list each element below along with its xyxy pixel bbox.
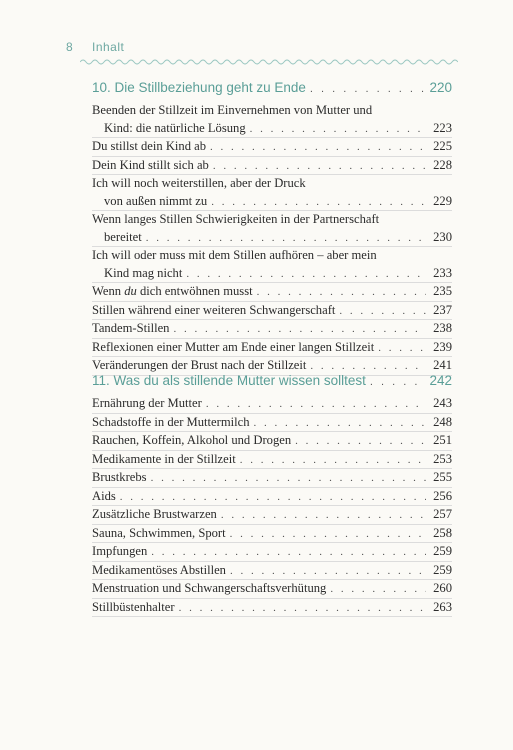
toc-entry[interactable]: Aids . . . 256 [92, 488, 452, 507]
chapter-heading[interactable] [92, 80, 452, 102]
toc-chapter-10 [92, 80, 452, 376]
toc-entry[interactable]: Dein Kind stillt sich ab . . . 228 [92, 157, 452, 176]
entry-page: 255 [433, 470, 452, 484]
toc-entry[interactable]: Schadstoffe in der Muttermilch . . . 248 [92, 414, 452, 433]
entry-page: 248 [433, 414, 452, 429]
entry-page: 235 [433, 284, 452, 298]
entry-page: 253 [433, 451, 452, 466]
page-number: 8 [66, 40, 74, 54]
entry-page: 259 [433, 562, 452, 577]
section-title: Inhalt [92, 40, 125, 54]
toc-entry[interactable]: Du stillst dein Kind ab . . . 225 [92, 138, 452, 157]
entry-page: 257 [433, 507, 452, 521]
toc-entry[interactable]: Wenn du dich entwöhnen musst . . . 235 [92, 283, 452, 302]
entry-page: 229 [433, 193, 452, 208]
chapter-page: 220 [429, 80, 452, 95]
toc-entry[interactable]: Rauchen, Koffein, Alkohol und Drogen . . . 251 [92, 432, 452, 451]
toc-entry[interactable]: Wenn langes Stillen Schwierigkeiten in der Partnerschaft bereitet . . . 230 [92, 211, 452, 247]
toc-entry[interactable]: Ernährung der Mutter . . . 243 [92, 395, 452, 414]
toc-entry[interactable]: Menstruation und Schwangerschaftsverhütung . . . 260 [92, 580, 452, 599]
entry-page: 241 [433, 358, 452, 372]
entry-page: 228 [433, 157, 452, 172]
chapter-title: 10. Die Stillbeziehung geht zu Ende [92, 80, 306, 95]
entry-page: 259 [433, 544, 452, 558]
toc-entry[interactable]: Stillen während einer weiteren Schwangerschaft . . . 237 [92, 302, 452, 321]
toc-entry[interactable]: Impfungen . . . 259 [92, 543, 452, 562]
chapter-title: 11. Was du als stillende Mutter wissen solltest [92, 373, 366, 388]
entry-page: 263 [433, 599, 452, 614]
toc-entry[interactable]: Medikamentöses Abstillen . . . 259 [92, 562, 452, 581]
toc-entry[interactable]: Tandem-Stillen . . . 238 [92, 320, 452, 339]
entry-page: 233 [433, 265, 452, 280]
chapter-heading[interactable] [92, 373, 452, 395]
toc-entry[interactable]: Ich will noch weiterstillen, aber der Druck von außen nimmt zu . . . 229 [92, 175, 452, 211]
toc-entry[interactable]: Ich will oder muss mit dem Stillen aufhören – aber mein Kind mag nicht . . . 233 [92, 247, 452, 283]
toc-entry[interactable]: Sauna, Schwimmen, Sport . . . 258 [92, 525, 452, 544]
toc-entry[interactable]: Reflexionen einer Mutter am Ende einer langen Stillzeit . . . 239 [92, 339, 452, 358]
toc-chapter-11 [92, 373, 452, 617]
chapter-page: 242 [429, 373, 452, 388]
entry-page: 237 [433, 302, 452, 317]
running-header [66, 40, 456, 54]
toc-entry[interactable]: Zusätzliche Brustwarzen . . . 257 [92, 506, 452, 525]
entry-page: 223 [433, 120, 452, 135]
toc-entry[interactable]: Medikamente in der Stillzeit . . . 253 [92, 451, 452, 470]
entry-page: 251 [433, 433, 452, 447]
entry-page: 238 [433, 321, 452, 335]
toc-entry[interactable]: Stillbüstenhalter . . . 263 [92, 599, 452, 618]
entry-page: 243 [433, 396, 452, 410]
entry-page: 258 [433, 525, 452, 540]
toc-entry[interactable]: Beenden der Stillzeit im Einvernehmen von Mutter und Kind: die natürliche Lösung . . . 223 [92, 102, 452, 138]
entry-page: 230 [433, 229, 452, 244]
toc-entry[interactable]: Veränderungen der Brust nach der Stillzeit . . . 241 [92, 357, 452, 376]
entry-page: 260 [433, 581, 452, 595]
toc-entry[interactable]: Brustkrebs . . . 255 [92, 469, 452, 488]
entry-page: 225 [433, 139, 452, 153]
entry-page: 239 [433, 339, 452, 354]
wave-divider [80, 58, 458, 66]
entry-page: 256 [433, 488, 452, 503]
